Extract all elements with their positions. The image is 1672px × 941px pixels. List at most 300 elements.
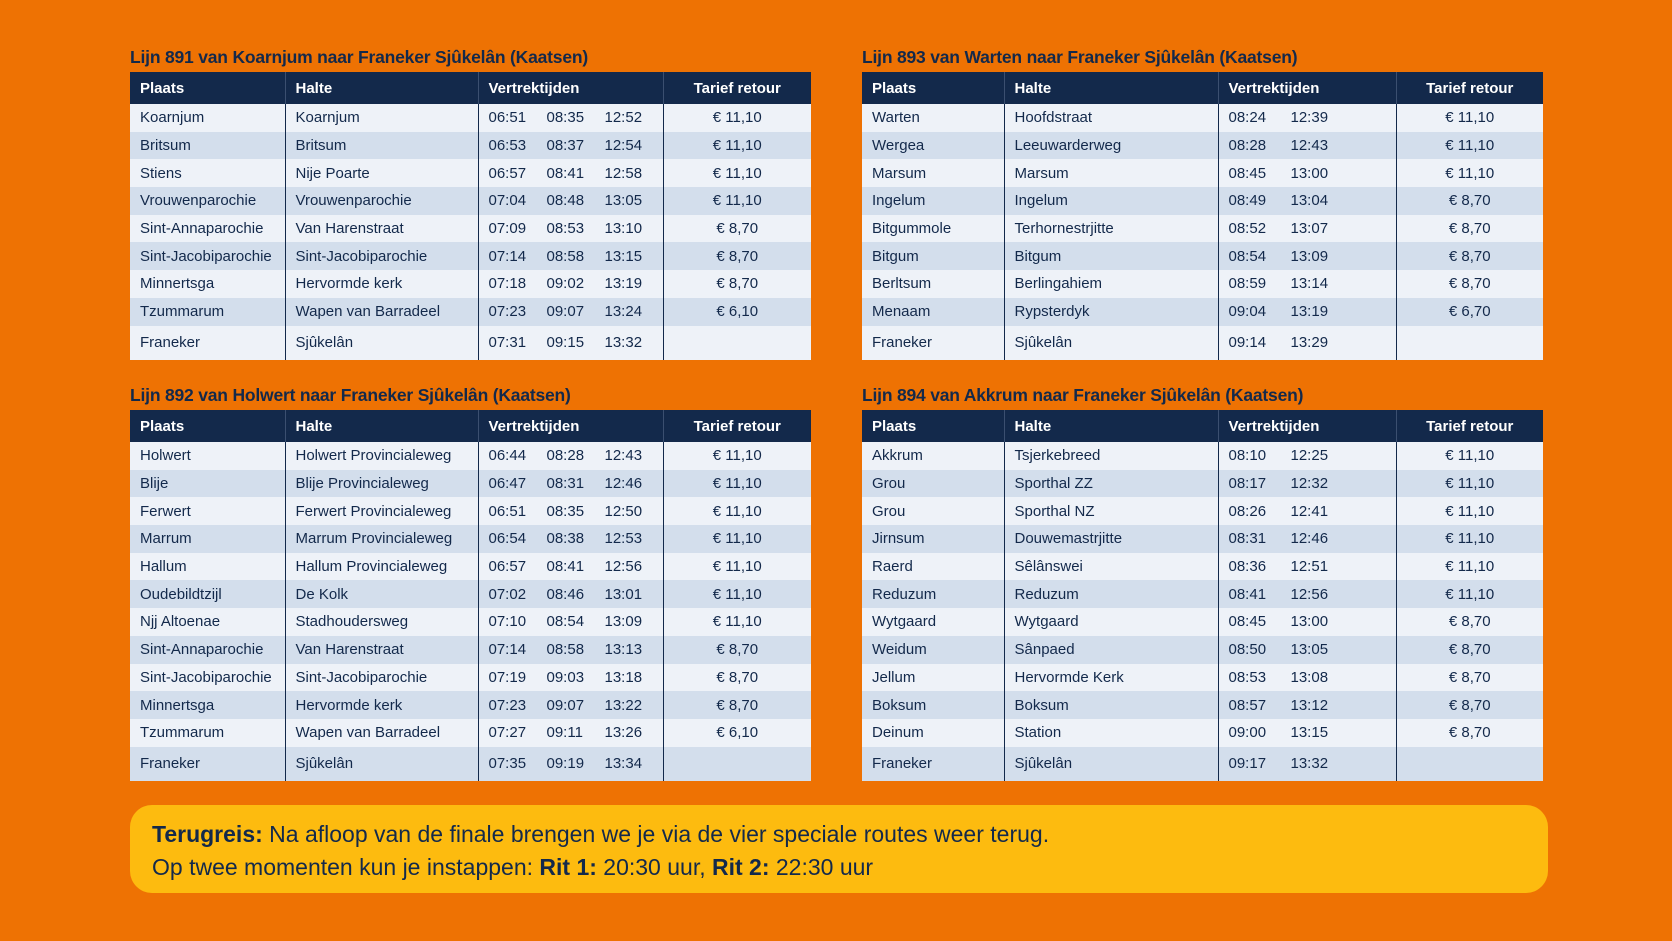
times-cell bbox=[478, 442, 663, 470]
stop-cell: Sporthal ZZ bbox=[1004, 470, 1218, 498]
departure-time: 13:29 bbox=[1290, 334, 1329, 351]
table-row bbox=[130, 159, 811, 187]
departure-time: 08:46 bbox=[546, 585, 585, 603]
table-row bbox=[130, 298, 811, 326]
place-cell: Sint-Annaparochie bbox=[130, 215, 285, 243]
stop-cell: Blije Provincialeweg bbox=[285, 470, 478, 498]
times-cell bbox=[1218, 270, 1396, 298]
departure-time: 08:53 bbox=[1228, 668, 1267, 686]
departure-time: 08:38 bbox=[546, 530, 585, 548]
times-cell bbox=[478, 691, 663, 719]
fare-cell: € 8,70 bbox=[1396, 664, 1543, 692]
departure-time: 13:08 bbox=[1290, 668, 1329, 686]
departure-time: 12:50 bbox=[604, 502, 643, 520]
fare-cell: € 11,10 bbox=[1396, 580, 1543, 608]
table-row bbox=[862, 104, 1543, 132]
table-row bbox=[862, 242, 1543, 270]
fare-cell: € 11,10 bbox=[663, 132, 811, 160]
stop-cell: Sporthal NZ bbox=[1004, 497, 1218, 525]
timetable bbox=[130, 72, 811, 360]
timetable-block-892 bbox=[130, 380, 811, 781]
departure-time: 13:32 bbox=[1290, 755, 1329, 773]
table-row bbox=[862, 470, 1543, 498]
departure-time: 12:51 bbox=[1290, 558, 1329, 576]
place-cell: Raerd bbox=[862, 553, 1004, 581]
fare-cell: € 8,70 bbox=[1396, 691, 1543, 719]
place-cell: Tzummarum bbox=[130, 719, 285, 747]
departure-time: 13:05 bbox=[604, 192, 643, 210]
times-cell bbox=[478, 159, 663, 187]
place-cell: Ferwert bbox=[130, 497, 285, 525]
departure-time: 12:25 bbox=[1290, 447, 1329, 465]
place-cell: Sint-Jacobiparochie bbox=[130, 242, 285, 270]
departure-time: 12:39 bbox=[1290, 109, 1329, 127]
fare-cell: € 11,10 bbox=[663, 608, 811, 636]
table-row bbox=[130, 664, 811, 692]
rit-1-time: 20:30 uur, bbox=[596, 854, 712, 880]
departure-time: 08:28 bbox=[1228, 137, 1267, 155]
fare-cell: € 11,10 bbox=[1396, 470, 1543, 498]
departure-time: 08:35 bbox=[546, 109, 585, 127]
times-cell bbox=[1218, 242, 1396, 270]
place-cell: Britsum bbox=[130, 132, 285, 160]
departure-time: 06:51 bbox=[488, 109, 527, 127]
departure-time: 06:57 bbox=[488, 164, 527, 182]
table-row bbox=[862, 691, 1543, 719]
column-header-times: Vertrektijden bbox=[1218, 72, 1396, 104]
departure-time: 13:07 bbox=[1290, 220, 1329, 238]
table-row bbox=[862, 159, 1543, 187]
times-cell bbox=[1218, 747, 1396, 781]
return-trip-notice bbox=[130, 805, 1548, 893]
table-row bbox=[862, 747, 1543, 781]
departure-time: 13:34 bbox=[604, 755, 643, 773]
times-cell bbox=[1218, 442, 1396, 470]
notice-line-1 bbox=[152, 818, 1526, 851]
departure-time: 13:18 bbox=[604, 668, 643, 686]
place-cell: Sint-Annaparochie bbox=[130, 636, 285, 664]
departure-time: 07:04 bbox=[488, 192, 527, 210]
departure-time: 13:13 bbox=[604, 641, 643, 659]
header-row bbox=[862, 72, 1543, 104]
departure-time: 08:45 bbox=[1228, 164, 1267, 182]
departure-time: 06:44 bbox=[488, 447, 527, 465]
fare-cell: € 8,70 bbox=[663, 215, 811, 243]
departure-time: 13:22 bbox=[604, 696, 643, 714]
departure-time: 13:12 bbox=[1290, 696, 1329, 714]
place-cell: Grou bbox=[862, 497, 1004, 525]
place-cell: Koarnjum bbox=[130, 104, 285, 132]
stop-cell: Hervormde kerk bbox=[285, 691, 478, 719]
departure-time: 13:05 bbox=[1290, 641, 1329, 659]
place-cell: Jellum bbox=[862, 664, 1004, 692]
stop-cell: Douwemastrjitte bbox=[1004, 525, 1218, 553]
fare-cell: € 11,10 bbox=[663, 470, 811, 498]
times-cell bbox=[1218, 636, 1396, 664]
times-cell bbox=[1218, 691, 1396, 719]
departure-time: 09:07 bbox=[546, 303, 585, 321]
line-title: Lijn 894 van Akkrum naar Franeker Sjûkelân (Kaatsen) bbox=[862, 385, 1304, 405]
place-cell: Njj Altoenae bbox=[130, 608, 285, 636]
departure-time: 08:17 bbox=[1228, 475, 1267, 493]
table-row bbox=[130, 636, 811, 664]
place-cell: Wergea bbox=[862, 132, 1004, 160]
stop-cell: De Kolk bbox=[285, 580, 478, 608]
fare-cell: € 11,10 bbox=[1396, 497, 1543, 525]
departure-time: 09:07 bbox=[546, 696, 585, 714]
place-cell: Blije bbox=[130, 470, 285, 498]
times-cell bbox=[478, 580, 663, 608]
departure-time: 06:57 bbox=[488, 558, 527, 576]
stop-cell: Hallum Provincialeweg bbox=[285, 553, 478, 581]
departure-time: 08:49 bbox=[1228, 192, 1267, 210]
departure-time: 09:02 bbox=[546, 275, 585, 293]
stop-cell: Boksum bbox=[1004, 691, 1218, 719]
place-cell: Deinum bbox=[862, 719, 1004, 747]
table-row bbox=[862, 497, 1543, 525]
stop-cell: Hervormde Kerk bbox=[1004, 664, 1218, 692]
rit-2-label: Rit 2: bbox=[712, 854, 770, 880]
departure-time: 13:19 bbox=[604, 275, 643, 293]
fare-cell: € 6,10 bbox=[663, 298, 811, 326]
times-cell bbox=[478, 664, 663, 692]
times-cell bbox=[478, 525, 663, 553]
place-cell: Franeker bbox=[862, 326, 1004, 360]
timetable-block-894 bbox=[862, 380, 1543, 781]
departure-time: 13:15 bbox=[604, 247, 643, 265]
fare-cell: € 11,10 bbox=[663, 525, 811, 553]
times-cell bbox=[478, 132, 663, 160]
notice-label: Terugreis: bbox=[152, 821, 263, 847]
fare-cell: € 11,10 bbox=[1396, 159, 1543, 187]
table-row bbox=[862, 608, 1543, 636]
stop-cell: Station bbox=[1004, 719, 1218, 747]
departure-time: 06:47 bbox=[488, 475, 527, 493]
stop-cell: Britsum bbox=[285, 132, 478, 160]
departure-time: 07:23 bbox=[488, 303, 527, 321]
place-cell: Grou bbox=[862, 470, 1004, 498]
stop-cell: Van Harenstraat bbox=[285, 636, 478, 664]
table-row bbox=[130, 747, 811, 781]
times-cell bbox=[1218, 664, 1396, 692]
departure-time: 08:48 bbox=[546, 192, 585, 210]
table-row bbox=[862, 636, 1543, 664]
table-row bbox=[130, 215, 811, 243]
place-cell: Vrouwenparochie bbox=[130, 187, 285, 215]
times-cell bbox=[1218, 187, 1396, 215]
stop-cell: Wapen van Barradeel bbox=[285, 298, 478, 326]
departure-time: 07:09 bbox=[488, 220, 527, 238]
notice-text: Op twee momenten kun je instappen: bbox=[152, 854, 540, 880]
table-row bbox=[130, 525, 811, 553]
column-header-fare: Tarief retour bbox=[1396, 410, 1543, 442]
times-cell bbox=[478, 326, 663, 360]
stop-cell: Stadhoudersweg bbox=[285, 608, 478, 636]
table-row bbox=[862, 525, 1543, 553]
departure-time: 08:35 bbox=[546, 502, 585, 520]
times-cell bbox=[1218, 608, 1396, 636]
times-cell bbox=[1218, 215, 1396, 243]
departure-time: 13:26 bbox=[604, 724, 643, 742]
stop-cell: Sjûkelân bbox=[1004, 326, 1218, 360]
departure-time: 12:58 bbox=[604, 164, 643, 182]
departure-time: 12:41 bbox=[1290, 502, 1329, 520]
header-row bbox=[130, 410, 811, 442]
stop-cell: Sjûkelân bbox=[285, 326, 478, 360]
departure-time: 07:14 bbox=[488, 641, 527, 659]
column-header-place: Plaats bbox=[130, 410, 285, 442]
fare-cell: € 11,10 bbox=[1396, 104, 1543, 132]
departure-time: 07:31 bbox=[488, 334, 527, 351]
table-row bbox=[862, 719, 1543, 747]
place-cell: Franeker bbox=[862, 747, 1004, 781]
departure-time: 13:10 bbox=[604, 220, 643, 238]
times-cell bbox=[478, 719, 663, 747]
departure-time: 08:59 bbox=[1228, 275, 1267, 293]
times-cell bbox=[1218, 553, 1396, 581]
departure-time: 08:58 bbox=[546, 641, 585, 659]
fare-cell: € 8,70 bbox=[1396, 719, 1543, 747]
place-cell: Boksum bbox=[862, 691, 1004, 719]
column-header-stop: Halte bbox=[1004, 72, 1218, 104]
column-header-times: Vertrektijden bbox=[1218, 410, 1396, 442]
place-cell: Stiens bbox=[130, 159, 285, 187]
place-cell: Franeker bbox=[130, 747, 285, 781]
fare-cell: € 11,10 bbox=[1396, 442, 1543, 470]
departure-time: 08:41 bbox=[1228, 585, 1267, 603]
stop-cell: Marrum Provincialeweg bbox=[285, 525, 478, 553]
stop-cell: Hoofdstraat bbox=[1004, 104, 1218, 132]
fare-cell: € 11,10 bbox=[663, 104, 811, 132]
table-row bbox=[862, 553, 1543, 581]
table-row bbox=[130, 608, 811, 636]
departure-time: 13:04 bbox=[1290, 192, 1329, 210]
stop-cell: Sjûkelân bbox=[285, 747, 478, 781]
table-row bbox=[130, 442, 811, 470]
departure-time: 12:43 bbox=[604, 447, 643, 465]
fare-cell bbox=[663, 326, 811, 360]
fare-cell: € 11,10 bbox=[1396, 525, 1543, 553]
departure-time: 08:52 bbox=[1228, 220, 1267, 238]
departure-time: 08:54 bbox=[546, 613, 585, 631]
rit-2-time: 22:30 uur bbox=[769, 854, 874, 880]
table-row bbox=[862, 580, 1543, 608]
fare-cell bbox=[1396, 326, 1543, 360]
table-row bbox=[130, 132, 811, 160]
departure-time: 13:01 bbox=[604, 585, 643, 603]
departure-time: 07:18 bbox=[488, 275, 527, 293]
stop-cell: Rypsterdyk bbox=[1004, 298, 1218, 326]
fare-cell: € 8,70 bbox=[1396, 636, 1543, 664]
departure-time: 09:00 bbox=[1228, 724, 1267, 742]
table-row bbox=[130, 326, 811, 360]
times-cell bbox=[1218, 580, 1396, 608]
header-row bbox=[130, 72, 811, 104]
departure-time: 09:03 bbox=[546, 668, 585, 686]
departure-time: 06:51 bbox=[488, 502, 527, 520]
fare-cell: € 8,70 bbox=[1396, 608, 1543, 636]
departure-time: 08:26 bbox=[1228, 502, 1267, 520]
stop-cell: Van Harenstraat bbox=[285, 215, 478, 243]
departure-time: 06:53 bbox=[488, 137, 527, 155]
departure-time: 07:02 bbox=[488, 585, 527, 603]
fare-cell: € 8,70 bbox=[1396, 187, 1543, 215]
times-cell bbox=[478, 187, 663, 215]
place-cell: Holwert bbox=[130, 442, 285, 470]
departure-time: 08:57 bbox=[1228, 696, 1267, 714]
departure-time: 12:46 bbox=[1290, 530, 1329, 548]
departure-time: 07:14 bbox=[488, 247, 527, 265]
table-row bbox=[862, 132, 1543, 160]
departure-time: 08:41 bbox=[546, 164, 585, 182]
departure-time: 08:50 bbox=[1228, 641, 1267, 659]
table-row bbox=[862, 664, 1543, 692]
departure-time: 08:36 bbox=[1228, 558, 1267, 576]
rit-1-label: Rit 1: bbox=[539, 854, 597, 880]
departure-time: 08:53 bbox=[546, 220, 585, 238]
departure-time: 09:04 bbox=[1228, 303, 1267, 321]
stop-cell: Wapen van Barradeel bbox=[285, 719, 478, 747]
fare-cell: € 11,10 bbox=[663, 580, 811, 608]
fare-cell bbox=[1396, 747, 1543, 781]
column-header-stop: Halte bbox=[285, 410, 478, 442]
times-cell bbox=[478, 608, 663, 636]
place-cell: Reduzum bbox=[862, 580, 1004, 608]
place-cell: Bitgummole bbox=[862, 215, 1004, 243]
table-row bbox=[862, 326, 1543, 360]
departure-time: 08:31 bbox=[546, 475, 585, 493]
stop-cell: Sânpaed bbox=[1004, 636, 1218, 664]
place-cell: Minnertsga bbox=[130, 691, 285, 719]
place-cell: Minnertsga bbox=[130, 270, 285, 298]
fare-cell: € 11,10 bbox=[663, 553, 811, 581]
fare-cell: € 11,10 bbox=[663, 159, 811, 187]
header-row bbox=[862, 410, 1543, 442]
times-cell bbox=[478, 470, 663, 498]
place-cell: Akkrum bbox=[862, 442, 1004, 470]
table-row bbox=[862, 442, 1543, 470]
departure-time: 12:52 bbox=[604, 109, 643, 127]
departure-time: 08:28 bbox=[546, 447, 585, 465]
departure-time: 09:19 bbox=[546, 755, 585, 773]
times-cell bbox=[1218, 298, 1396, 326]
stop-cell: Ferwert Provincialeweg bbox=[285, 497, 478, 525]
departure-time: 08:58 bbox=[546, 247, 585, 265]
place-cell: Tzummarum bbox=[130, 298, 285, 326]
table-row bbox=[130, 553, 811, 581]
stop-cell: Sint-Jacobiparochie bbox=[285, 664, 478, 692]
departure-time: 09:17 bbox=[1228, 755, 1267, 773]
departure-time: 06:54 bbox=[488, 530, 527, 548]
fare-cell: € 6,10 bbox=[663, 719, 811, 747]
timetable-block-891 bbox=[130, 42, 811, 360]
stop-cell: Hervormde kerk bbox=[285, 270, 478, 298]
fare-cell: € 11,10 bbox=[1396, 553, 1543, 581]
departure-time: 08:31 bbox=[1228, 530, 1267, 548]
times-cell bbox=[1218, 159, 1396, 187]
column-header-stop: Halte bbox=[285, 72, 478, 104]
times-cell bbox=[478, 747, 663, 781]
table-row bbox=[130, 497, 811, 525]
place-cell: Weidum bbox=[862, 636, 1004, 664]
departure-time: 12:32 bbox=[1290, 475, 1329, 493]
times-cell bbox=[478, 636, 663, 664]
column-header-fare: Tarief retour bbox=[1396, 72, 1543, 104]
line-title: Lijn 893 van Warten naar Franeker Sjûkelân (Kaatsen) bbox=[862, 47, 1298, 67]
place-cell: Warten bbox=[862, 104, 1004, 132]
place-cell: Marsum bbox=[862, 159, 1004, 187]
column-header-place: Plaats bbox=[862, 72, 1004, 104]
place-cell: Oudebildtzijl bbox=[130, 580, 285, 608]
timetable bbox=[862, 72, 1543, 360]
timetable-block-893 bbox=[862, 42, 1543, 360]
stop-cell: Wytgaard bbox=[1004, 608, 1218, 636]
departure-time: 09:14 bbox=[1228, 334, 1267, 351]
departure-time: 12:46 bbox=[604, 475, 643, 493]
times-cell bbox=[1218, 132, 1396, 160]
place-cell: Ingelum bbox=[862, 187, 1004, 215]
place-cell: Franeker bbox=[130, 326, 285, 360]
departure-time: 13:15 bbox=[1290, 724, 1329, 742]
fare-cell: € 8,70 bbox=[663, 270, 811, 298]
fare-cell: € 11,10 bbox=[663, 497, 811, 525]
times-cell bbox=[1218, 104, 1396, 132]
column-header-times: Vertrektijden bbox=[478, 410, 663, 442]
stop-cell: Reduzum bbox=[1004, 580, 1218, 608]
times-cell bbox=[478, 242, 663, 270]
departure-time: 12:53 bbox=[604, 530, 643, 548]
departure-time: 07:27 bbox=[488, 724, 527, 742]
fare-cell: € 8,70 bbox=[663, 636, 811, 664]
stop-cell: Sjûkelân bbox=[1004, 747, 1218, 781]
table-row bbox=[862, 298, 1543, 326]
fare-cell: € 8,70 bbox=[663, 242, 811, 270]
departure-time: 12:43 bbox=[1290, 137, 1329, 155]
place-cell: Bitgum bbox=[862, 242, 1004, 270]
table-row bbox=[130, 104, 811, 132]
table-row bbox=[130, 187, 811, 215]
departure-time: 09:15 bbox=[546, 334, 585, 351]
departure-time: 09:11 bbox=[546, 724, 583, 742]
column-header-place: Plaats bbox=[130, 72, 285, 104]
stop-cell: Sêlânswei bbox=[1004, 553, 1218, 581]
line-title: Lijn 892 van Holwert naar Franeker Sjûkelân (Kaatsen) bbox=[130, 385, 571, 405]
fare-cell: € 11,10 bbox=[663, 442, 811, 470]
departure-time: 12:54 bbox=[604, 137, 643, 155]
departure-time: 07:23 bbox=[488, 696, 527, 714]
departure-time: 13:09 bbox=[1290, 247, 1329, 265]
stop-cell: Koarnjum bbox=[285, 104, 478, 132]
departure-time: 12:56 bbox=[604, 558, 643, 576]
stop-cell: Marsum bbox=[1004, 159, 1218, 187]
notice-text: Na afloop van de finale brengen we je via de vier speciale routes weer terug. bbox=[262, 821, 1050, 847]
stop-cell: Tsjerkebreed bbox=[1004, 442, 1218, 470]
times-cell bbox=[1218, 326, 1396, 360]
place-cell: Wytgaard bbox=[862, 608, 1004, 636]
times-cell bbox=[1218, 525, 1396, 553]
table-row bbox=[130, 719, 811, 747]
times-cell bbox=[478, 270, 663, 298]
departure-time: 08:37 bbox=[546, 137, 585, 155]
times-cell bbox=[478, 298, 663, 326]
departure-time: 07:10 bbox=[488, 613, 527, 631]
departure-time: 13:09 bbox=[604, 613, 643, 631]
column-header-place: Plaats bbox=[862, 410, 1004, 442]
notice-line-2 bbox=[152, 851, 1526, 884]
stop-cell: Nije Poarte bbox=[285, 159, 478, 187]
table-row bbox=[130, 580, 811, 608]
times-cell bbox=[478, 104, 663, 132]
